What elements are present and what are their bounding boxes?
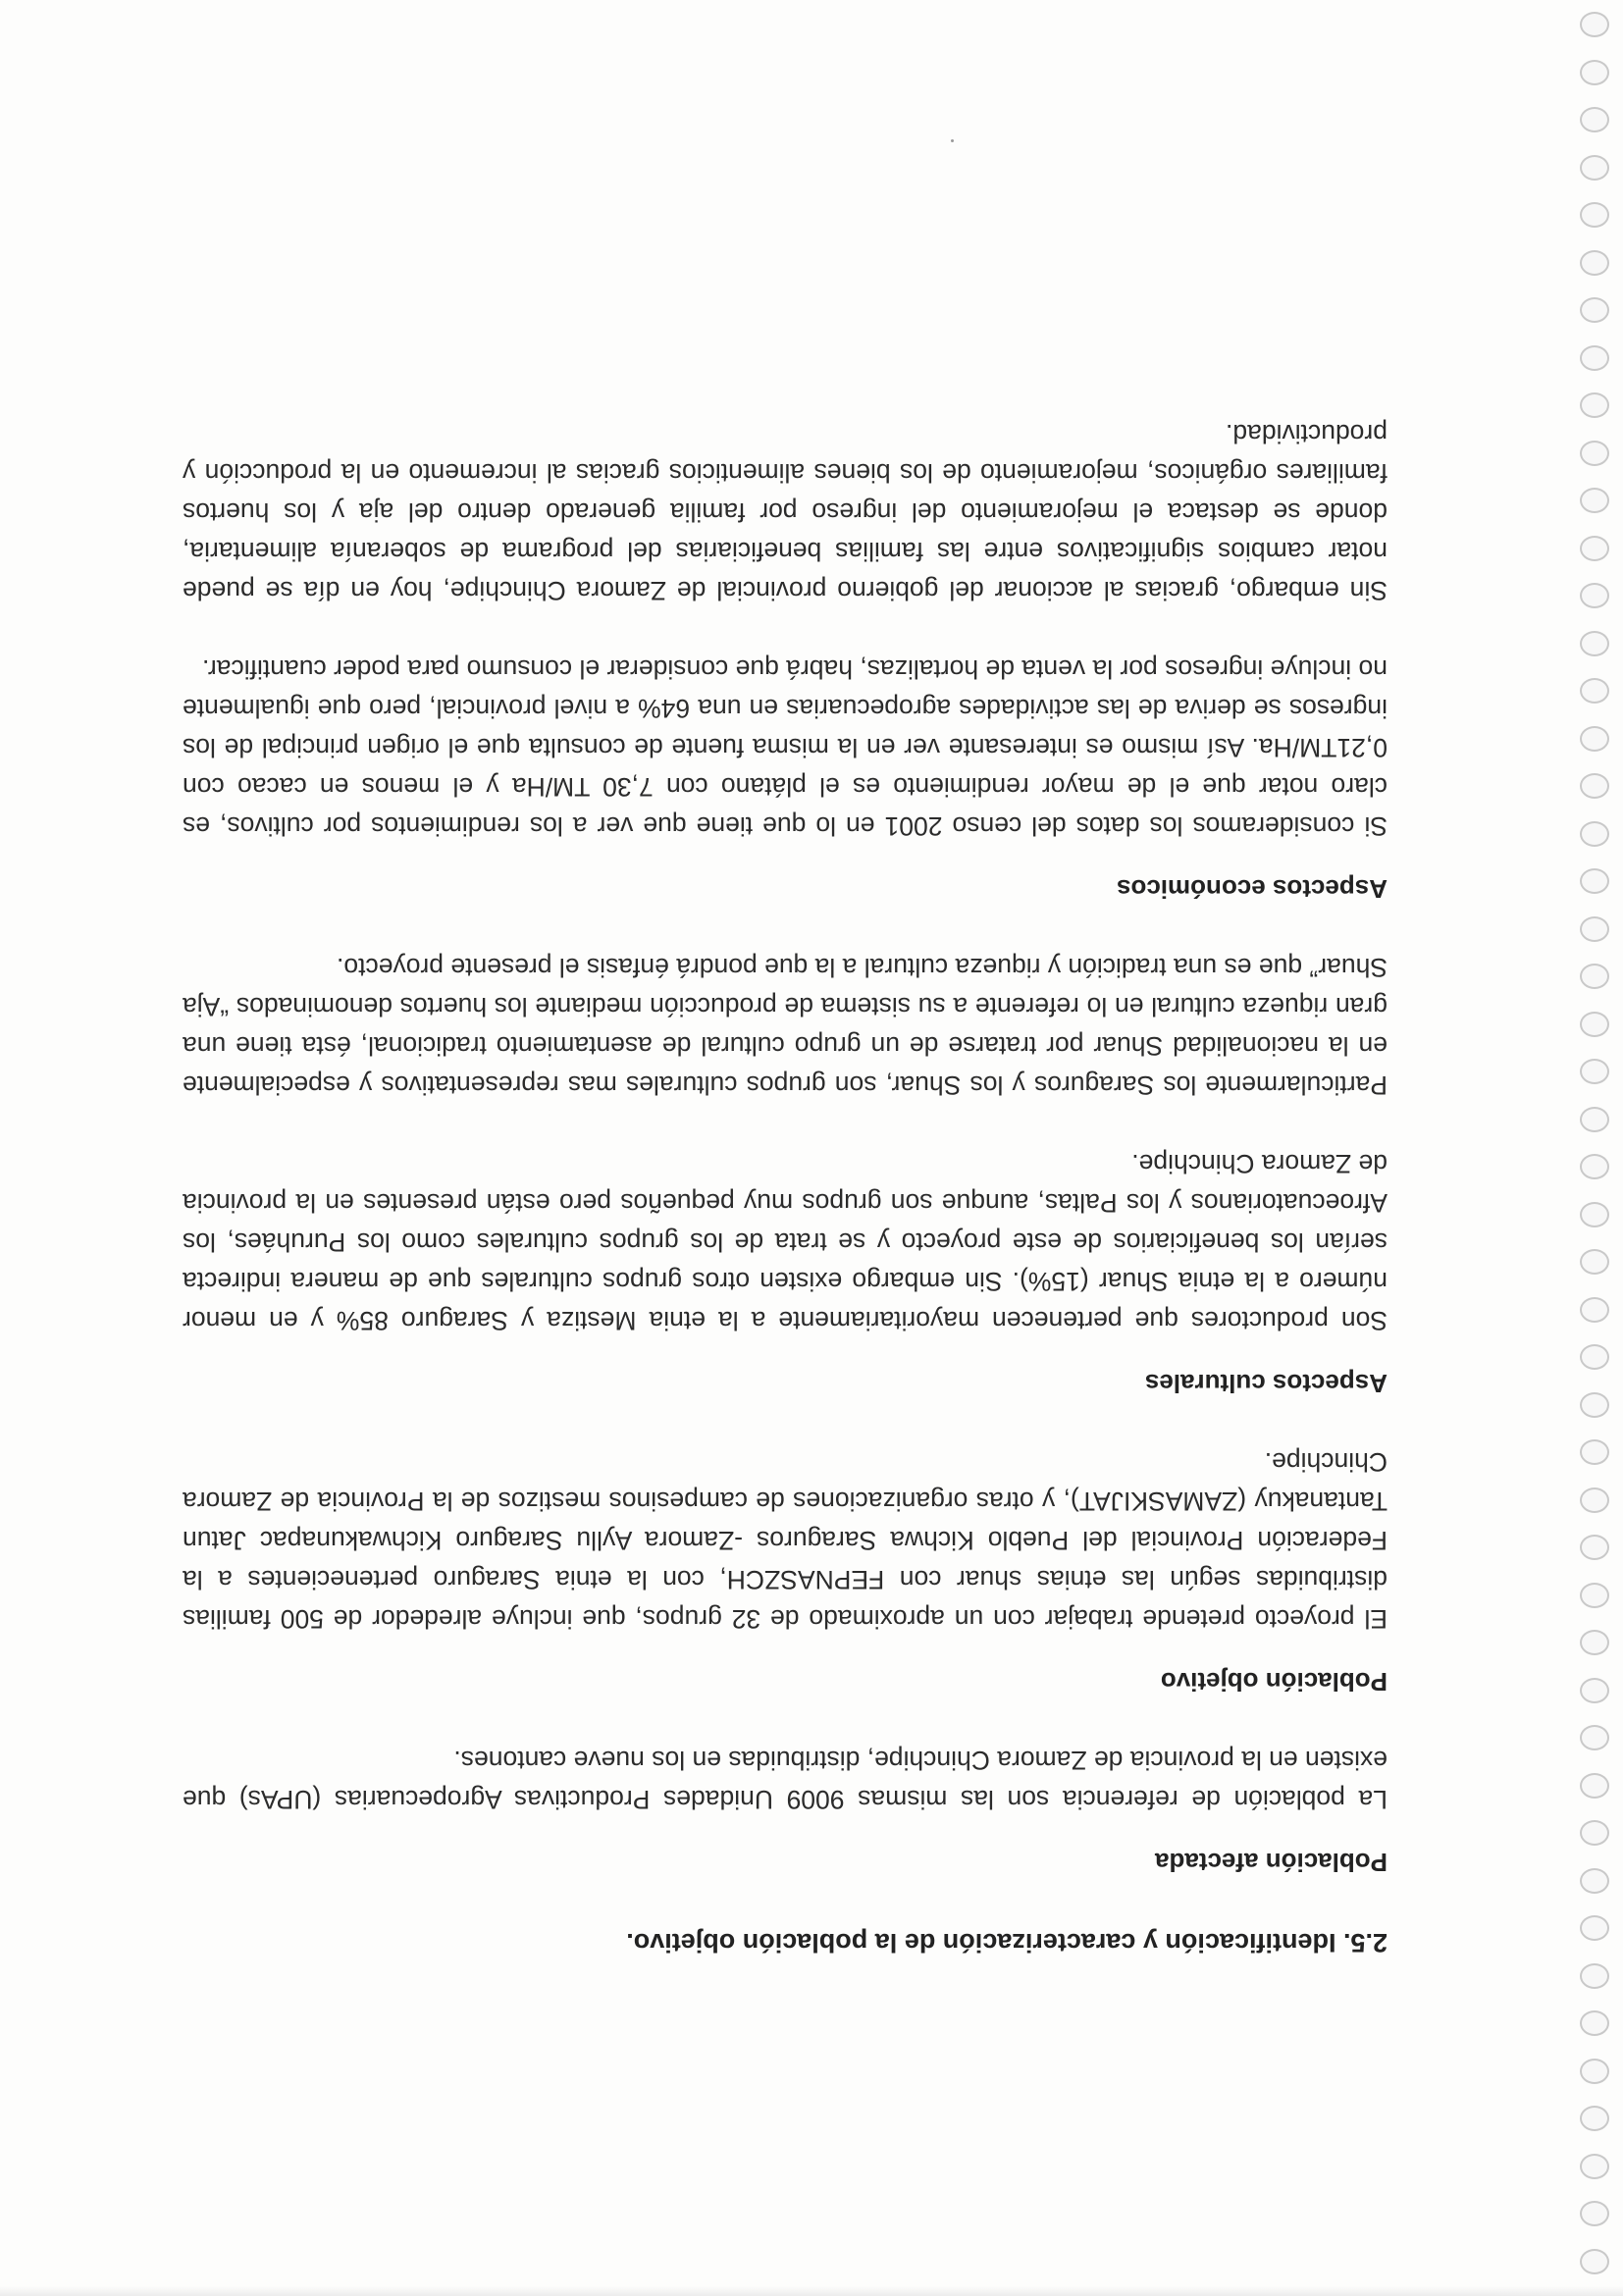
binding-hole	[1580, 60, 1609, 85]
binding-hole	[1580, 2059, 1609, 2084]
binding-hole	[1580, 1773, 1609, 1799]
heading-poblacion-objetivo: Población objetivo	[1160, 1667, 1387, 1696]
binding-hole	[1580, 108, 1609, 133]
block-aspectos-culturales	[183, 948, 1387, 1403]
binding-hole	[1580, 584, 1609, 609]
binding-hole	[1580, 298, 1609, 324]
binding-hole	[1580, 155, 1609, 181]
binding-hole	[1580, 916, 1609, 942]
binding-hole	[1580, 869, 1609, 895]
paragraph: Son productores que pertenecen mayoritariamente a la etnia Mestiza y Saraguro 85% y en menor número a la etnia Shuar (15%). Sin embargo existen otros grupos culturales que de manera indirecta serían los beneficiarios de este proyecto y se trata de los grupos culturales como los Puruháes, los Afroecuatorianos y los Paltas, aunque son grupos muy pequeños pero están presentes en la provincia de Zamora Chinchipe.	[183, 1149, 1387, 1335]
binding-hole	[1580, 2011, 1609, 2037]
document-body	[183, 375, 1387, 1962]
binding-hole	[1580, 774, 1609, 800]
block-aspectos-economicos	[183, 414, 1387, 909]
binding-hole	[1580, 1868, 1609, 1894]
binding-hole	[1580, 393, 1609, 419]
binding-hole	[1580, 631, 1609, 656]
scan-speck	[951, 139, 954, 142]
binding-hole	[1580, 1487, 1609, 1513]
binding-hole	[1580, 1107, 1609, 1132]
binding-hole	[1580, 1916, 1609, 1942]
paragraph: La población de referencia son las mismas 9009 Unidades Productivas Agropecuarias (UPAs) que existen en la provincia de Zamora Chinchipe, distribuidas en los nueve cantones.	[183, 1746, 1387, 1814]
binding-hole	[1580, 1963, 1609, 1989]
binding-hole	[1580, 1155, 1609, 1180]
binding-hole	[1580, 1012, 1609, 1037]
binding-hole	[1580, 13, 1609, 38]
paragraph: Particularmente los Saraguros y los Shuar, son grupos culturales mas representativos y especialmente en la nacionalidad Shuar por tratarse de un grupo cultural de asentamiento tradicional, ésta tiene una gran riqueza cultural en lo referente a su sistema de producción mediante los huertos denominados “Aja Shuar” que es una tradición y riqueza cultural a la que pondrá énfasis el presente proyecto.	[183, 953, 1387, 1100]
binding-hole	[1580, 2249, 1609, 2274]
section-title: 2.5. Identificación y caracterización de la población objetivo.	[626, 1928, 1387, 1957]
block-poblacion-objetivo	[183, 1442, 1387, 1701]
binding-hole	[1580, 345, 1609, 371]
binding-hole	[1580, 489, 1609, 514]
binding-hole	[1580, 1202, 1609, 1227]
binding-hole	[1580, 679, 1609, 704]
paragraph: Si consideramos los datos del censo 2001 en lo que tiene que ver a los rendimientos por cultivos, es claro notar que el de mayor rendimiento es el plátano con 7,30 TM/Ha y el menos en cacao con 0,21TM/Ha. Así mismo es interesante ver en la misma fuente de consulta que el origen principal de los ingresos se deriva de las actividades agropecuarias en una 64% a nivel provincial, pero que igualmente no incluye ingresos por la venta de hortalizas, habrá que considerar el consumo para poder cuantificar.	[183, 654, 1387, 841]
binding-hole	[1580, 1678, 1609, 1703]
binding-hole	[1580, 1060, 1609, 1085]
binding-hole	[1580, 1440, 1609, 1466]
paragraph: El proyecto pretende trabajar con un aproximado de 32 grupos, que incluye alrededor de 500 familias distribuidas según las etnias shuar con FEPNASZCH, con la etnia Saraguro pertenecientes a la Federación Provincial del Pueblo Kichwa Saraguros -Zamora Ayllu Saraguro Kichwakunapac Jatun Tantanakuy (ZAMASKIJAT), y otras organizaciones de campesinos mestizos de la Provincia de Zamora Chinchipe.	[183, 1447, 1387, 1634]
binding-hole	[1580, 1726, 1609, 1751]
page-edge-shadow	[0, 2286, 1623, 2296]
binding-hole	[1580, 536, 1609, 561]
binding-hole	[1580, 1631, 1609, 1656]
binding-hole	[1580, 1583, 1609, 1608]
block-poblacion-afectada	[183, 1741, 1387, 1882]
binding-hole	[1580, 2202, 1609, 2227]
binding-hole	[1580, 1392, 1609, 1418]
binding-hole	[1580, 1250, 1609, 1276]
binding-hole	[1580, 1821, 1609, 1847]
binding-hole	[1580, 1345, 1609, 1371]
binding-hole	[1580, 2107, 1609, 2132]
heading-poblacion-afectada: Población afectada	[1155, 1848, 1387, 1877]
heading-aspectos-economicos: Aspectos económicos	[1117, 874, 1387, 904]
heading-aspectos-culturales: Aspectos culturales	[1144, 1369, 1387, 1398]
binding-hole	[1580, 726, 1609, 752]
binding-holes	[1564, 0, 1623, 2296]
paragraph: Sin embargo, gracias al accionar del gobierno provincial de Zamora Chinchipe, hoy en día se puede notar cambios significativos entre las familias beneficiarias del programa de soberanía alimentaria, donde se destaca el mejoramiento del ingreso por familia generado dentro del aja y los huertos familiares orgánicos, mejoramiento de los bienes alimenticios gracias al incremento en la producción y productividad.	[183, 419, 1387, 605]
binding-hole	[1580, 203, 1609, 229]
binding-hole	[1580, 1536, 1609, 1561]
binding-hole	[1580, 965, 1609, 990]
binding-hole	[1580, 441, 1609, 466]
binding-hole	[1580, 250, 1609, 276]
binding-hole	[1580, 821, 1609, 847]
binding-hole	[1580, 1297, 1609, 1323]
binding-hole	[1580, 2154, 1609, 2179]
